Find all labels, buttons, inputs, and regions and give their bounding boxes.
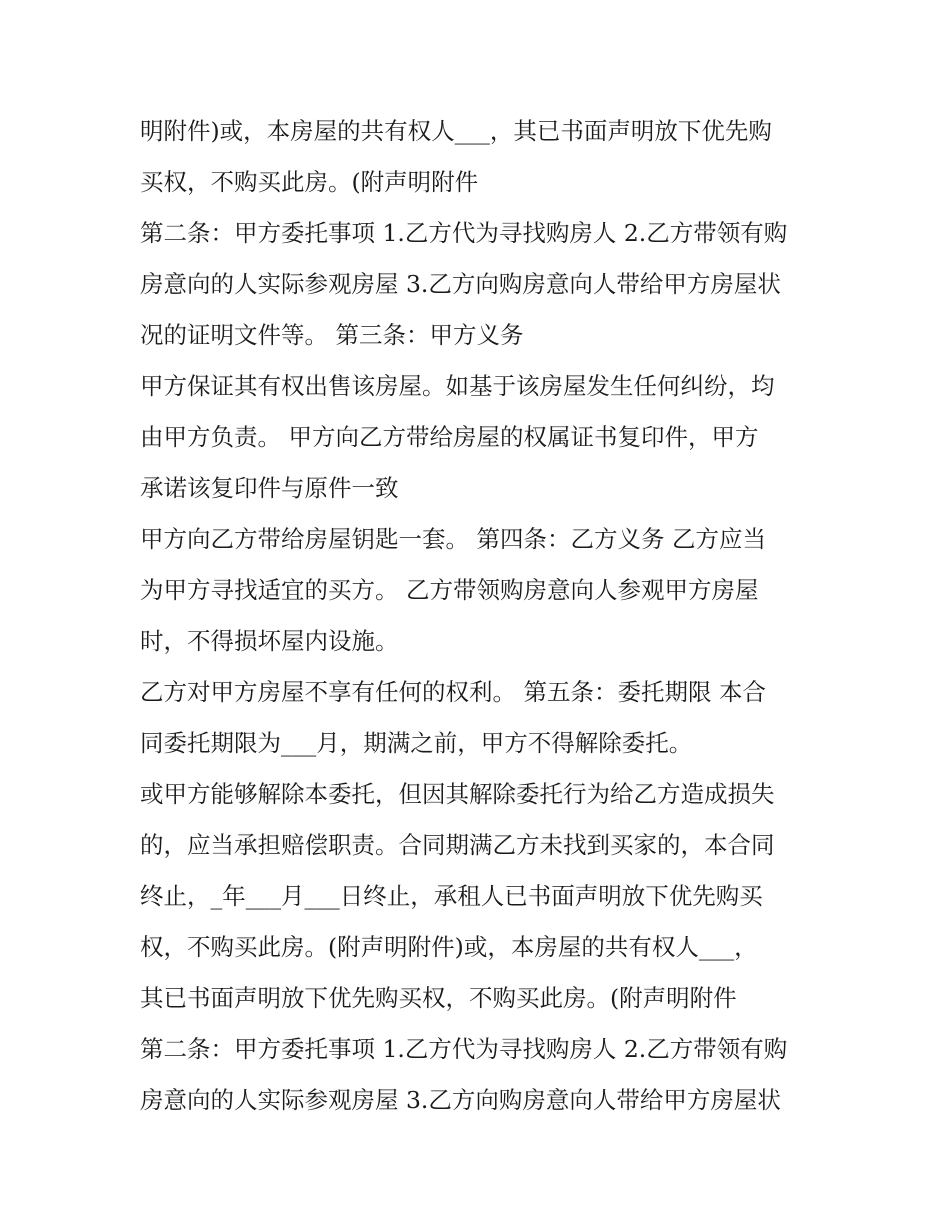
text-line-9: 甲方向乙方带给房屋钥匙一套。 第四条：乙方义务 乙方应当 xyxy=(140,525,766,553)
text-line-19: 第二条：甲方委托事项 1.乙方代为寻找购房人 2.乙方带领有购 xyxy=(140,1035,788,1063)
text-line-20: 房意向的人实际参观房屋 3.乙方向购房意向人带给甲方房屋状 xyxy=(140,1086,781,1114)
text-line-18: 其已书面声明放下优先购买权，不购买此房。(附声明附件 xyxy=(140,984,737,1012)
text-line-7: 由甲方负责。 甲方向乙方带给房屋的权属证书复印件，甲方 xyxy=(140,423,759,451)
text-line-16: 终止，_年___月___日终止，承租人已书面声明放下优先购买 xyxy=(140,882,763,910)
text-line-17: 权，不购买此房。(附声明附件)或，本房屋的共有权人___， xyxy=(140,933,758,961)
text-line-2: 买权，不购买此房。(附声明附件 xyxy=(140,168,479,196)
text-line-4: 房意向的人实际参观房屋 3.乙方向购房意向人带给甲方房屋状 xyxy=(140,270,781,298)
text-line-3: 第二条：甲方委托事项 1.乙方代为寻找购房人 2.乙方带领有购 xyxy=(140,219,788,247)
text-line-1: 明附件)或，本房屋的共有权人___，其已书面声明放下优先购 xyxy=(140,117,772,145)
text-line-12: 乙方对甲方房屋不享有任何的权利。 第五条：委托期限 本合 xyxy=(140,678,766,706)
text-line-10: 为甲方寻找适宜的买方。 乙方带领购房意向人参观甲方房屋 xyxy=(140,576,759,604)
text-line-15: 的，应当承担赔偿职责。合同期满乙方未找到买家的，本合同 xyxy=(140,831,775,859)
text-line-14: 或甲方能够解除本委托，但因其解除委托行为给乙方造成损失 xyxy=(140,780,775,808)
text-line-6: 甲方保证其有权出售该房屋。如基于该房屋发生任何纠纷，均 xyxy=(140,372,775,400)
text-line-11: 时，不得损坏屋内设施。 xyxy=(140,627,399,655)
text-line-8: 承诺该复印件与原件一致 xyxy=(140,474,399,502)
contract-text-body xyxy=(140,106,820,1126)
text-line-13: 同委托期限为___月，期满之前，甲方不得解除委托。 xyxy=(140,729,693,757)
text-line-5: 况的证明文件等。 第三条：甲方义务 xyxy=(140,321,524,349)
